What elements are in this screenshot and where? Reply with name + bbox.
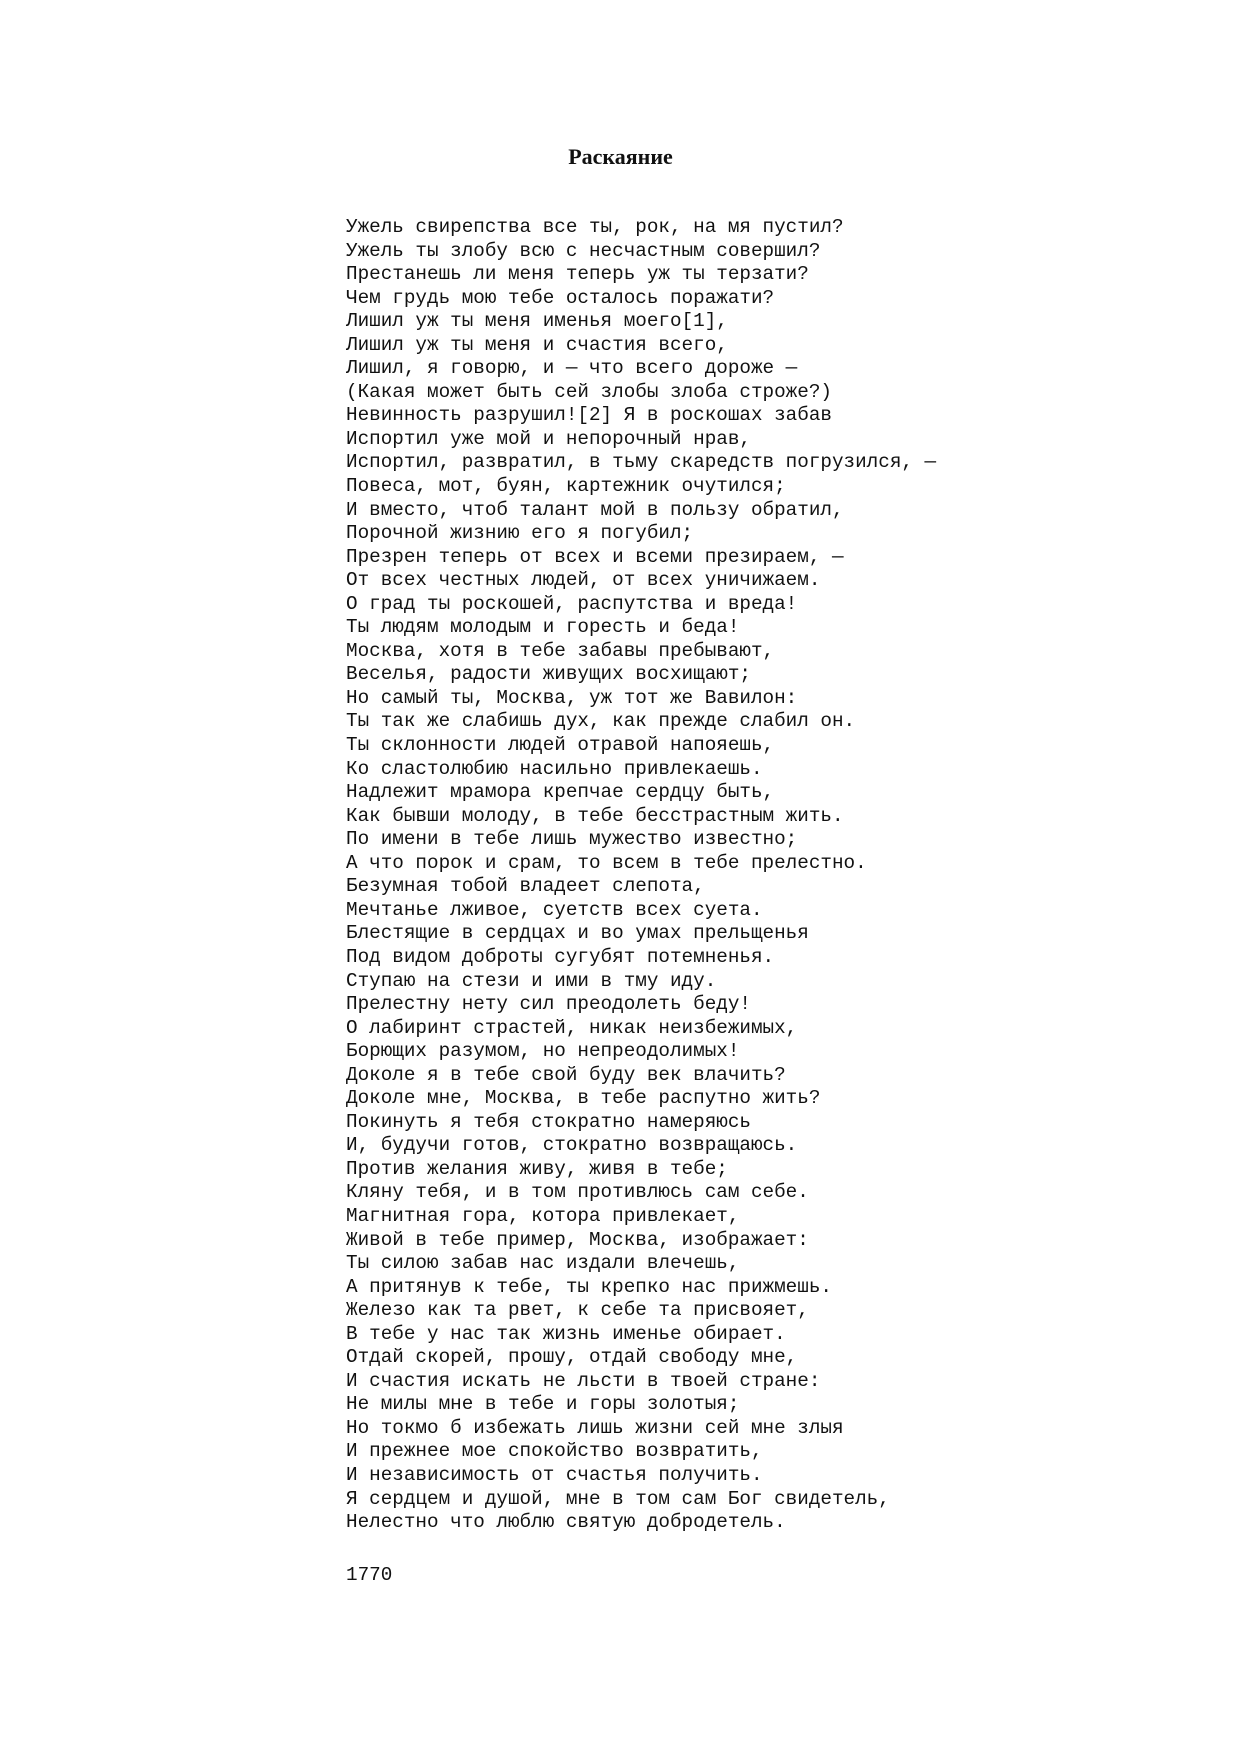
poem-line: Ты так же слабишь дух, как прежде слабил он. [346,710,856,733]
poem-line: Престанешь ли меня теперь уж ты терзати? [346,263,809,286]
poem-line: Порочной жизнию его я погубил; [346,522,694,545]
poem-line: Ты людям молодым и горесть и беда! [346,616,740,639]
poem-line: Мечтанье лживое, суетств всех суета. [346,898,763,921]
poem-line: И вместо, чтоб талант мой в пользу обратил, [346,498,844,521]
poem-line: Надлежит мрамора крепчае сердцу быть, [346,781,775,804]
poem-year: 1770 [346,1564,393,1586]
poem-line: Я сердцем и душой, мне в том сам Бог свидетель, [346,1487,890,1510]
poem-body [346,216,936,1535]
poem-line: Нелестно что люблю святую добродетель. [346,1511,786,1534]
poem-line: От всех честных людей, от всех уничижаем. [346,569,821,592]
poem-line: Чем грудь мою тебе осталось поражати? [346,286,775,309]
poem-line: Ко сластолюбию насильно привлекаешь. [346,757,763,780]
poem-line: О град ты роскошей, распутства и вреда! [346,592,798,615]
poem-line: Ступаю на стези и ими в тму иду. [346,969,717,992]
poem-line: Испортил уже мой и непорочный нрав, [346,427,751,450]
poem-line: Борющих разумом, но непреодолимых! [346,1040,740,1063]
poem-line: И независимость от счастья получить. [346,1463,763,1486]
poem-line: (Какая может быть сей злобы злоба строже?) [346,380,832,403]
poem-line: Лишил уж ты меня именья моего[1], [346,310,728,333]
poem-line: Блестящие в сердцах и во умах прельщенья [346,922,809,945]
poem-line: Невинность разрушил![2] Я в роскошах забав [346,404,832,427]
poem-line: Ты силою забав нас издали влечешь, [346,1252,740,1275]
poem-line: В тебе у нас так жизнь именье обирает. [346,1322,786,1345]
poem-line: Веселья, радости живущих восхищают; [346,663,751,686]
poem-line: Не милы мне в тебе и горы золотыя; [346,1393,740,1416]
poem-line: И, будучи готов, стократно возвращаюсь. [346,1134,798,1157]
poem-line: Кляну тебя, и в том противлюсь сам себе. [346,1181,809,1204]
poem-line: Испортил, развратил, в тьму скаредств погрузился, — [346,451,937,474]
poem-line: Отдай скорей, прошу, отдай свободу мне, [346,1346,798,1369]
poem-line: По имени в тебе лишь мужество известно; [346,828,798,851]
poem-line: Магнитная гора, котора привлекает, [346,1204,740,1227]
poem-line: И прежнее мое спокойство возвратить, [346,1440,763,1463]
poem-line: Против желания живу, живя в тебе; [346,1157,728,1180]
poem-line: Ужель ты злобу всю с несчастным совершил? [346,239,821,262]
poem-line: Как бывши молоду, в тебе бесстрастным жить. [346,804,844,827]
poem-line: Но самый ты, Москва, уж тот же Вавилон: [346,686,798,709]
poem-line: О лабиринт страстей, никак неизбежимых, [346,1016,798,1039]
poem-line: А притянув к тебе, ты крепко нас прижмешь. [346,1275,832,1298]
poem-line: Москва, хотя в тебе забавы пребывают, [346,639,775,662]
poem-line: Железо как та рвет, к себе та присвояет, [346,1299,809,1322]
poem-line: Под видом доброты сугубят потемненья. [346,945,775,968]
poem-line: Повеса, мот, буян, картежник очутился; [346,475,786,498]
poem-line: Безумная тобой владеет слепота, [346,875,705,898]
poem-line: Ужель свирепства все ты, рок, на мя пустил? [346,216,844,238]
poem-line: Ты склонности людей отравой напояешь, [346,734,775,757]
poem-line: И счастия искать не льсти в твоей стране: [346,1369,821,1392]
poem-line: Лишил уж ты меня и счастия всего, [346,333,728,356]
poem-line: Но токмо б избежать лишь жизни сей мне злыя [346,1416,844,1439]
poem-line: Живой в тебе пример, Москва, изображает: [346,1228,809,1251]
poem-line: А что порок и срам, то всем в тебе прелестно. [346,851,867,874]
poem-line: Прелестну нету сил преодолеть беду! [346,993,751,1016]
poem-line: Презрен теперь от всех и всеми презираем, — [346,545,844,568]
poem-line: Доколе я в тебе свой буду век влачить? [346,1063,786,1086]
poem-line: Доколе мне, Москва, в тебе распутно жить? [346,1087,821,1110]
poem-line: Покинуть я тебя стократно намеряюсь [346,1110,751,1133]
poem-line: Лишил, я говорю, и — что всего дороже — [346,357,798,380]
poem-title: Раскаяние [568,144,673,169]
